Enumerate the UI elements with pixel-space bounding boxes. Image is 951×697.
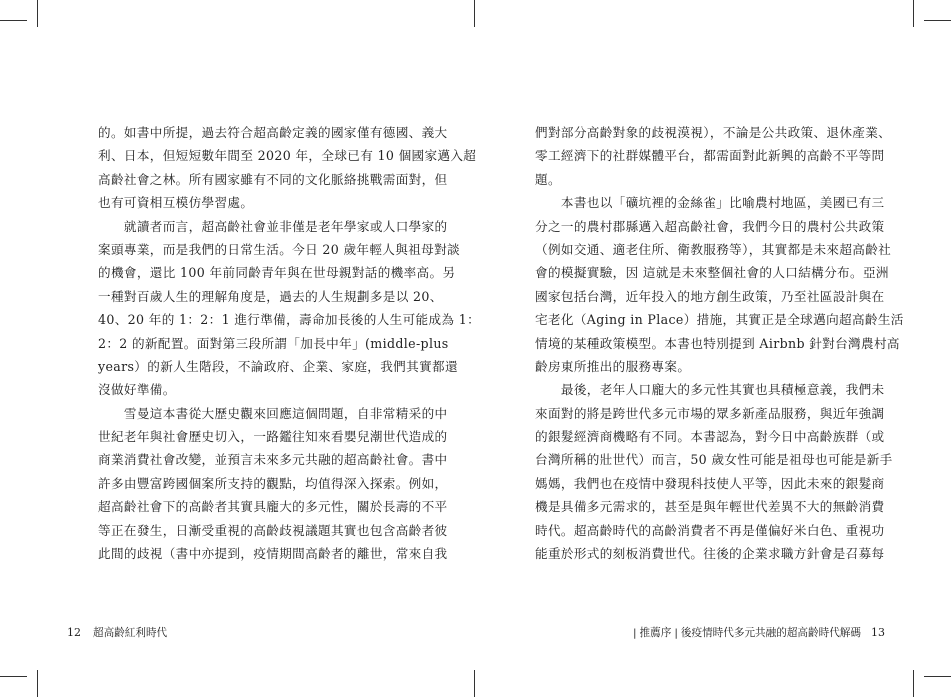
text-line: 會的模擬實驗，因 這就是未來整個社會的人口結構分布。亞洲	[535, 265, 889, 281]
text-line: 們對部分高齡對象的歧視漠視），不論是公共政策、退休產業、	[535, 125, 892, 140]
text-line: 的。如書中所提，過去符合超高齡定義的國家僅有德國、義大	[98, 125, 448, 140]
text-line: 宅老化（Aging in Place）措施，其實正是全球邁向超高齡生活	[535, 312, 904, 328]
text-line: 此間的歧視（書中亦提到，疫情期間高齡者的離世，常來自我	[98, 546, 448, 562]
text-line: 案頭專業，而是我們的日常生活。今日 20 歲年輕人與祖母對談	[98, 241, 460, 257]
page-number: 12	[67, 626, 81, 639]
text-line: 一種對百歲人生的理解角度是，過去的人生規劃多是以 20、	[98, 288, 443, 304]
left-page-footer	[67, 625, 167, 640]
crop-mark	[0, 676, 27, 677]
text-line: 台灣所稱的壯世代）而言，50 歲女性可能是祖母也可能是新手	[535, 452, 893, 468]
crop-mark	[474, 0, 475, 27]
text-line: 情境的某種政策模型。本書也特別提到 Airbnb 針對台灣農村高	[535, 335, 900, 351]
text-line: 超高齡社會下的高齡者其實具龐大的多元性，關於長壽的不平	[98, 499, 448, 515]
text-line: 沒做好準備。	[98, 382, 176, 398]
text-line: 能重於形式的刻板消費世代。往後的企業求職方針會是召募每	[535, 546, 885, 562]
text-line: 高齡社會之林。所有國家雖有不同的文化脈絡挑戰需面對，但	[98, 171, 448, 187]
text-line: 國家包括台灣，近年投入的地方創生政策，乃至社區設計與在	[535, 288, 885, 304]
text-line: 機是具備多元需求的，甚至是與年輕世代差異不大的無齡消費	[535, 499, 885, 515]
separator: |	[674, 627, 678, 639]
crop-mark	[924, 676, 951, 677]
text-line: 媽媽，我們也在疫情中發現科技使人平等，因此未來的銀髮商	[535, 475, 885, 491]
crop-mark	[474, 670, 475, 697]
text-line: 商業消費社會改變，並預言未來多元共融的超高齡社會。書中	[98, 452, 448, 468]
text-line: （例如交通、適老住所、衛教服務等），其實都是未來超高齡社	[535, 241, 892, 257]
text-line: 時代。超高齡時代的高齡消費者不再是僅偏好米白色、重視功	[535, 522, 885, 538]
crop-mark	[37, 670, 38, 697]
text-line: 的機會，還比 100 年前同齡青年與在世母親對話的機率高。另	[98, 265, 456, 281]
text-line: 40、20 年的 1：2：1 進行準備，壽命加長後的人生可能成為 1：	[98, 312, 481, 328]
right-page-body	[535, 121, 904, 565]
text-line: 許多由豐富跨國個案所支持的觀點，均值得深入探索。例如，	[98, 475, 448, 491]
crop-mark	[37, 0, 38, 27]
text-line: 世紀老年與社會歷史切入，一路鑑往知來看嬰兒潮世代造成的	[98, 429, 448, 445]
text-line: 等正在發生，日漸受重視的高齡歧視議題其實也包含高齡者彼	[98, 522, 448, 538]
separator: |	[632, 627, 637, 639]
text-line: 本書也以「礦坑裡的金絲雀」比喻農村地區，美國已有三	[535, 195, 885, 211]
right-page-footer	[630, 625, 885, 640]
text-line: 的銀髮經濟商機略有不同。本書認為，對今日中高齡族群（或	[535, 429, 885, 445]
text-line: 零工經濟下的社群媒體平台，都需面對此新興的高齡不平等問	[535, 148, 885, 164]
text-line: 分之一的農村郡縣邁入超高齡社會，我們今日的農村公共政策	[535, 218, 885, 234]
running-title: 後疫情時代多元共融的超高齡時代解碼	[680, 627, 861, 639]
text-line: 雪曼這本書從大歷史觀來回應這個問題，自非常精采的中	[98, 405, 448, 421]
crop-mark	[0, 20, 27, 21]
page-number: 13	[871, 626, 885, 639]
text-line: 利、日本，但短短數年間至 2020 年，全球已有 10 個國家邁入超	[98, 148, 477, 164]
running-title: 超高齡紅利時代	[93, 627, 168, 639]
left-page-body	[98, 121, 481, 565]
crop-mark	[913, 0, 914, 27]
text-line: years）的新人生階段，不論政府、企業、家庭，我們其實都還	[98, 358, 458, 374]
text-line: 題。	[535, 171, 561, 187]
text-line: 也有可資相互模仿學習處。	[98, 195, 254, 211]
text-line: 齡房東所推出的服務專案。	[535, 358, 691, 374]
text-line: 來面對的將是跨世代多元市場的眾多新產品服務，與近年強調	[535, 405, 885, 421]
text-line: 2：2 的新配置。面對第三段所謂「加長中年」(middle-plus	[98, 335, 449, 351]
text-line: 就讀者而言，超高齡社會並非僅是老年學家或人口學家的	[98, 218, 448, 234]
text-line: 最後，老年人口龐大的多元性其實也具積極意義，我們未	[535, 382, 885, 398]
crop-mark	[924, 20, 951, 21]
section-label: 推薦序	[639, 627, 672, 639]
crop-mark	[913, 670, 914, 697]
